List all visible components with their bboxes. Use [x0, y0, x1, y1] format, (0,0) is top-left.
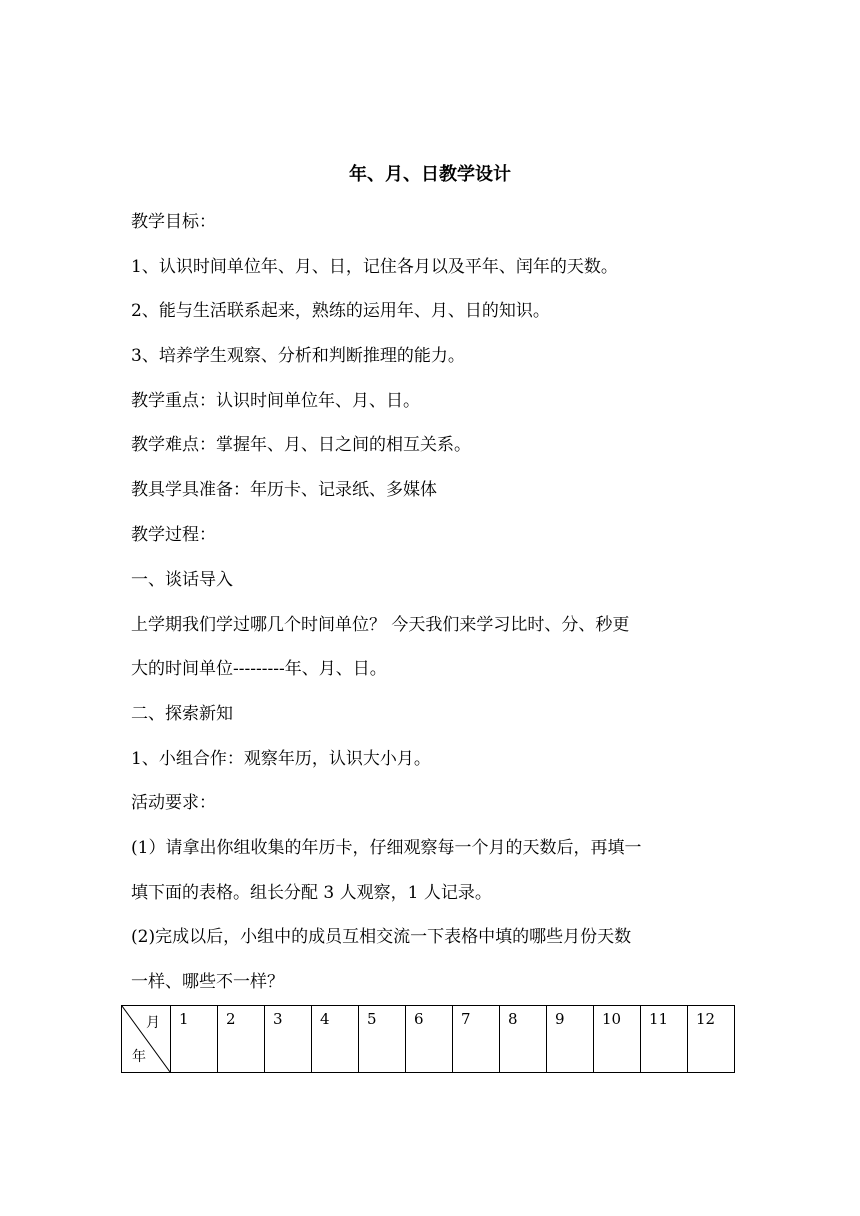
month-number: 1 — [179, 1010, 189, 1028]
month-number: 10 — [602, 1010, 622, 1028]
month-number: 7 — [461, 1010, 471, 1028]
month-header-cell — [265, 1006, 312, 1073]
month-number: 8 — [508, 1010, 518, 1028]
corner-header-cell — [122, 1006, 171, 1073]
goal-3: 3、培养学生观察、分析和判断推理的能力。 — [131, 346, 465, 366]
month-number: 12 — [696, 1010, 716, 1028]
intro-paragraph-line-1: 上学期我们学过哪几个时间单位？ 今天我们来学习比时、分、秒更 — [131, 615, 630, 635]
month-header-cell — [500, 1006, 547, 1073]
month-number: 6 — [414, 1010, 424, 1028]
month-header-cell — [453, 1006, 500, 1073]
difficult-point: 教学难点：掌握年、月、日之间的相互关系。 — [131, 435, 471, 455]
month-header-cell — [171, 1006, 218, 1073]
goal-1: 1、认识时间单位年、月、日，记住各月以及平年、闰年的天数。 — [131, 257, 618, 277]
month-number: 5 — [367, 1010, 377, 1028]
month-header-cell — [641, 1006, 688, 1073]
step-heading-explore: 二、探索新知 — [131, 704, 233, 724]
month-header-cell — [547, 1006, 594, 1073]
requirement-1-line-2: 填下面的表格。组长分配 3 人观察，1 人记录。 — [131, 883, 492, 903]
key-point: 教学重点：认识时间单位年、月、日。 — [131, 391, 420, 411]
section-heading-process: 教学过程： — [131, 525, 216, 545]
corner-label-month: 月 — [146, 1015, 160, 1031]
requirement-2-line-2: 一样、哪些不一样？ — [131, 972, 284, 992]
corner-label-year: 年 — [132, 1049, 146, 1065]
intro-paragraph-line-2: 大的时间单位---------年、月、日。 — [131, 659, 387, 679]
month-number: 4 — [320, 1010, 330, 1028]
materials: 教具学具准备：年历卡、记录纸、多媒体 — [131, 480, 437, 500]
month-header-cell — [218, 1006, 265, 1073]
requirement-2-line-1: (2)完成以后，小组中的成员互相交流一下表格中填的哪些月份天数 — [131, 927, 632, 947]
section-heading-goals: 教学目标： — [131, 212, 216, 232]
step-heading-intro: 一、谈话导入 — [131, 570, 233, 590]
explore-item-1: 1、小组合作：观察年历，认识大小月。 — [131, 749, 431, 769]
goal-2: 2、能与生活联系起来，熟练的运用年、月、日的知识。 — [131, 301, 550, 321]
month-header-cell — [594, 1006, 641, 1073]
table-row — [122, 1006, 735, 1073]
document-title: 年、月、日教学设计 — [349, 164, 511, 185]
month-header-cell — [406, 1006, 453, 1073]
month-number: 2 — [226, 1010, 236, 1028]
activity-requirements-heading: 活动要求： — [131, 793, 216, 813]
month-days-table — [121, 1005, 735, 1073]
month-header-cell — [312, 1006, 359, 1073]
month-header-cell — [688, 1006, 735, 1073]
month-number: 3 — [273, 1010, 283, 1028]
month-number: 11 — [649, 1010, 669, 1028]
month-number: 9 — [555, 1010, 565, 1028]
requirement-1-line-1: (1）请拿出你组收集的年历卡，仔细观察每一个月的天数后，再填一 — [131, 838, 642, 858]
month-header-cell — [359, 1006, 406, 1073]
